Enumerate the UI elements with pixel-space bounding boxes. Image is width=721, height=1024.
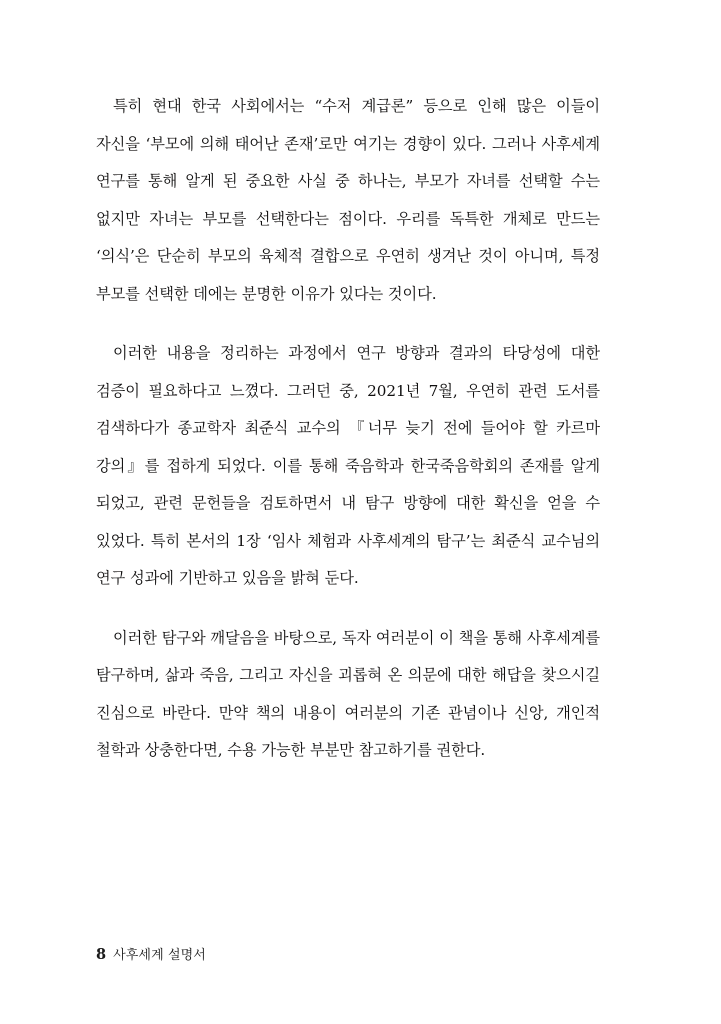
paragraph: 이러한 탐구와 깨달음을 바탕으로, 독자 여러분이 이 책을 통해 사후세계를 탐구하며, 삶과 죽음, 그리고 자신을 괴롭혀 온 의문에 대한 해답을 찾으시길 진심으로 바란다. 만약 책의 내용이 여러분의 기존 관념이나 신앙, 개인적 철학과 상충한다면, 수용 가능한 부분만 참고하기를 권한다.	[96, 628, 600, 759]
paragraph: 특히 현대 한국 사회에서는 “수저 계급론” 등으로 인해 많은 이들이 자신을 ‘부모에 의해 태어난 존재’로만 여기는 경향이 있다. 그러나 사후세계 연구를 통해 알게 된 중요한 사실 중 하나는, 부모가 자녀를 선택할 수는 없지만 자녀는 부모를 선택한다는 점이다. 우리를 독특한 개체로 만드는 ‘의식’은 단순히 부모의 육체적 결합으로 우연히 생겨난 것이 아니며, 특정 부모를 선택한 데에는 분명한 이유가 있다는 것이다.	[96, 97, 600, 303]
body-text-block	[96, 88, 600, 770]
paragraph: 이러한 내용을 정리하는 과정에서 연구 방향과 결과의 타당성에 대한 검증이 필요하다고 느꼈다. 그러던 중, 2021년 7월, 우연히 관련 도서를 검색하다가 종교학자 최준식 교수의 『너무 늦기 전에 들어야 할 카르마 강의』를 접하게 되었다. 이를 통해 죽음학과 한국죽음학회의 존재를 알게 되었고, 관련 문헌들을 검토하면서 내 탐구 방향에 대한 확신을 얻을 수 있었다. 특히 본서의 1장 ‘임사 체험과 사후세계의 탐구’는 최준식 교수님의 연구 성과에 기반하고 있음을 밝혀 둔다.	[96, 344, 600, 587]
page-number: 8	[96, 946, 107, 963]
page-footer	[96, 944, 600, 963]
running-head: 사후세계 설명서	[113, 948, 206, 963]
